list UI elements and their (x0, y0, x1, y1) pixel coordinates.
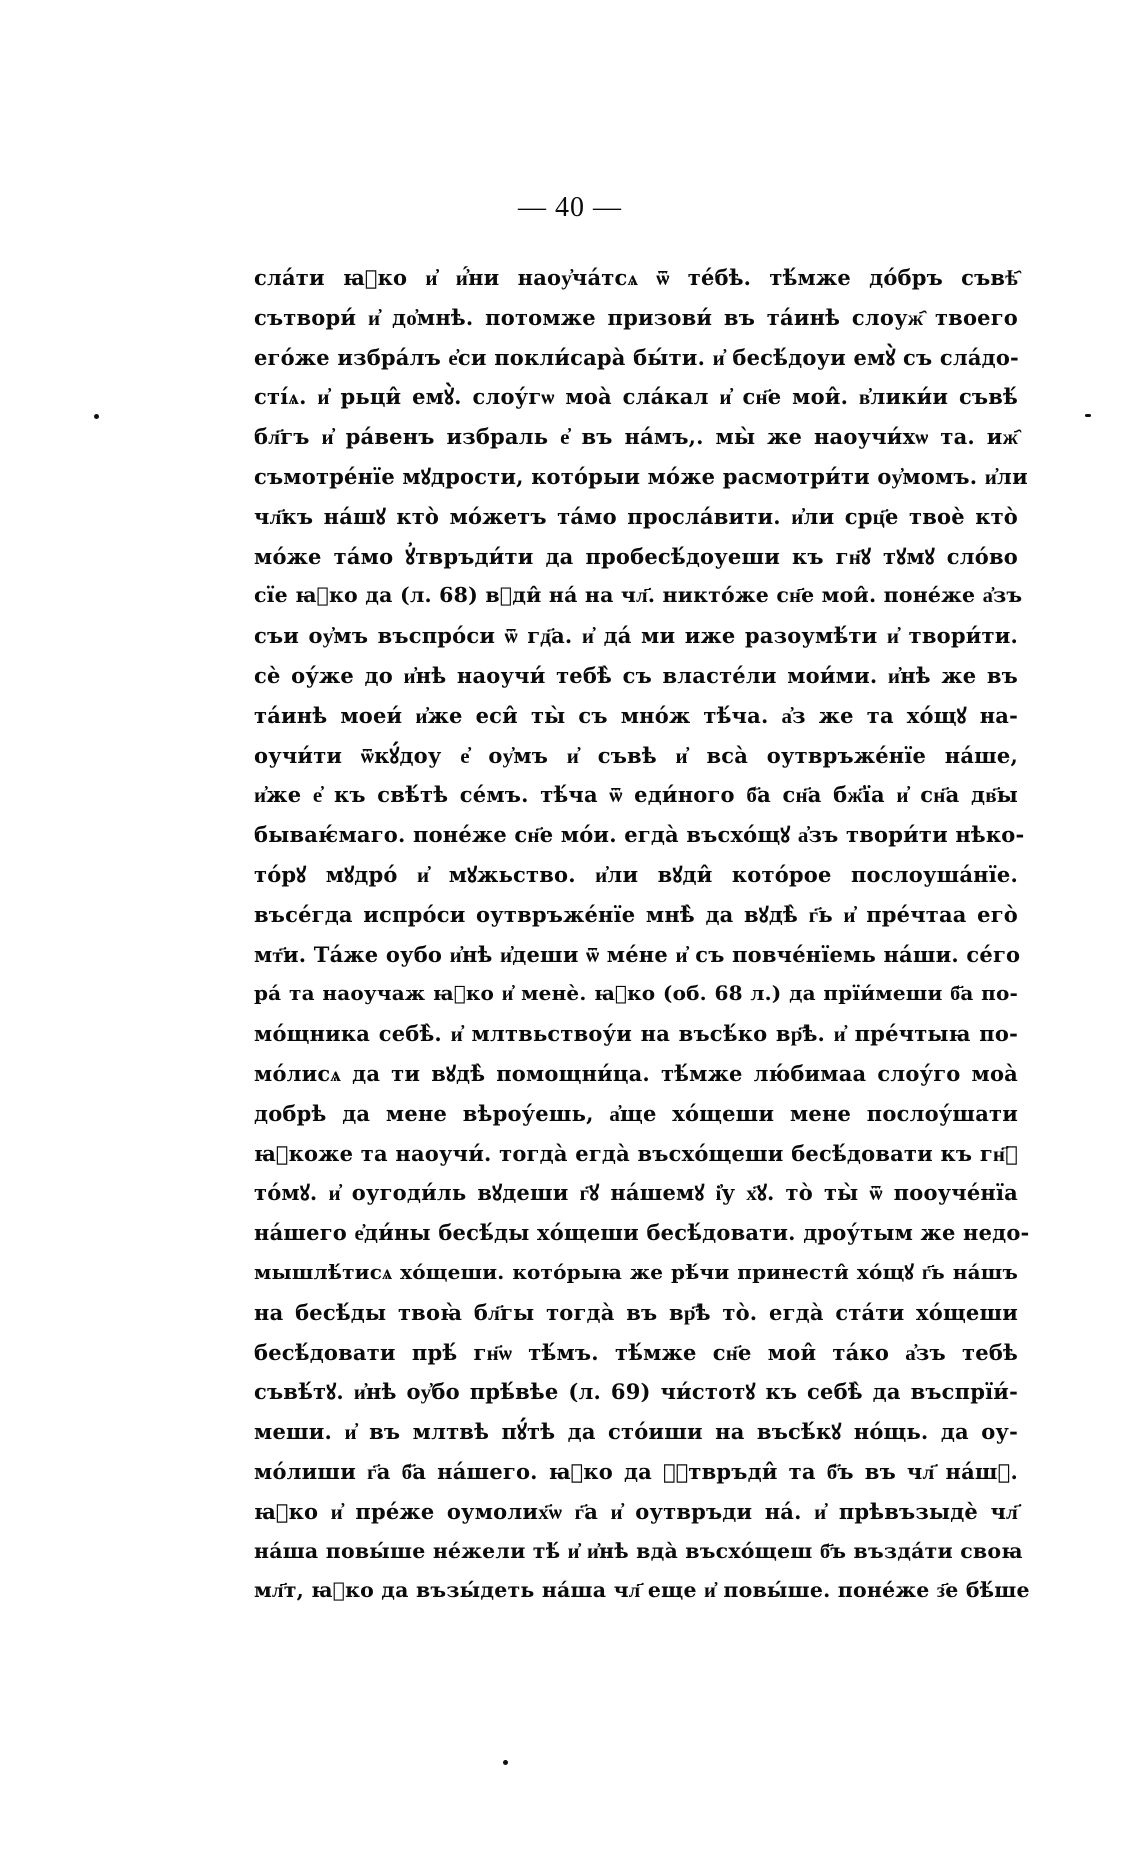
text-line: то́мꙋ. и҆ оугоди́ль вꙋдеши г҃ꙋ на́шемꙋ і҆у х҃ꙋ. то̀ ты̀ ѿ пооуче́нїа (254, 1180, 1018, 1206)
text-line: мл҃т, ꙗ҆ко да възы́деть на́ша чл҃ еще и҆ повы́ше. поне́же з҃е бѣ́ше (254, 1578, 1030, 1603)
text-line: то́рꙋ мꙋдро́ и҆ мꙋжьство. и҆ли вꙋди̂ кото́рое послоуша́нїе. (254, 861, 1018, 887)
text-line: меши. и҆ въ млтвѣ пꙋ́тѣ да сто́иши на въсѣ́кꙋ но́щь. да оу- (254, 1419, 1018, 1445)
text-line: его́же избра́лъ е҆си покли́сара̀ бы́ти. и҆ бесѣ́доуи емꙋ̀ съ сла́до- (254, 344, 1019, 370)
ink-speck (94, 414, 99, 419)
text-line: въсе́гда испро́си оутвръже́нїе мнѣ̀ да вꙋдѣ̀ г҃ь и҆ пре́чтаа его̀ (254, 901, 1018, 927)
text-line: съмотре́нїе мꙋдрости, кото́рыи мо́же расмотри́ти оу҆момъ. и҆ли (254, 463, 1028, 489)
text-line: бываѥ́маго. поне́же сн҃е мо́и. егда̀ въсхо́щꙋ а҆зъ твори́ти нѣко- (254, 822, 1025, 848)
text-line: на бесѣ́ды твоꙗ̀ бл҃гы тогда̀ въ вр҃ѣ то̀. егда̀ ста́ти хо́щеши (254, 1299, 1018, 1325)
page-number: — 40 — (518, 192, 622, 223)
text-line: на́шего е҆ди́ны бесѣ́ды хо́щеши бесѣ́довати. дроу́тым же недо- (254, 1220, 1030, 1246)
text-line: бл҃гъ и҆ ра́венъ избраль е҆ въ на́мъ,. мы̀ же наоучи́хѡ та. иж҄ (254, 424, 1018, 450)
text-line: на́ша повы́ше не́жели тѣ́ и҆ и҆нѣ вда̀ въсхо́щеш б҃ъ възда́ти своꙗ (254, 1538, 1023, 1563)
text-line: сла́ти ꙗ҆ко и҆ и҆́ни наоу҆ча́тсѧ ѿ те́бѣ. тѣ́мже до́бръ съвѣ҄ (254, 265, 1018, 290)
text-line: съи оу҆мъ въспро́си ѿ гд҃а. и҆ да́ ми иже разоумѣ́ти и҆ твори́ти. (254, 623, 1018, 649)
text-line: и҆же е҆ къ свѣ́тѣ се́мъ. тѣ́ча ѿ еди́ного б҃а сн҃а бж҃їа и҆ сн҃а дв҃ы (254, 782, 1018, 808)
text-line: мо́лисѧ да ти вꙋдѣ̀ помощни́ца. тѣ́мже лю́бимаа слоу́го моа̀ (254, 1060, 1018, 1086)
text-line: та́инѣ моеи́ и҆же еси̂ ты̀ съ мно́ж тѣ́ча. а҆з же та хо́щꙋ на- (254, 702, 1018, 728)
text-line: мо́лиши г҃а б҃а на́шего. ꙗ҆ко да ꙋ҆твръди̂ та б҃ъ въ чл҃ на́шꙋ. (254, 1458, 1018, 1484)
ink-speck (1085, 414, 1091, 417)
text-line: ꙗ҆коже та наоучи́. тогда̀ егда̀ въсхо́щеши бесѣ́довати къ гн҃ꙋ (254, 1140, 1018, 1166)
text-line: съвѣ́тꙋ. и҆нѣ оу҆бо прѣ́вѣе (л. 69) чи́стотꙋ къ себѣ̀ да въспрїи́- (254, 1379, 1018, 1405)
text-line: сті́ѧ. и҆ рьци̂ емꙋ̀. слоу́гѡ моа̀ сла́кал и҆ сн҃е мои̂. в҆лики́и съвѣ́ (254, 384, 1018, 410)
text-line: мо́щника себѣ̀. и҆ млтвьствоу́и на въсѣ́ко вр҃ѣ. и҆ пре́чтыꙗ по- (254, 1021, 1018, 1047)
text-line: сѐ оу́же до и҆нѣ наоучи́ тебѣ̀ съ власте́ли мои́ми. и҆нѣ же въ (254, 662, 1018, 688)
text-line: ра́ та наоучаж ꙗ҆ко и҆ менѐ. ꙗ҆ко (об. 68 л.) да прїи́меши б҃а по- (254, 981, 1018, 1006)
text-line: ꙗ҆ко и҆ пре́же оумолих҃ѡ г҃а и҆ оутвръди на́. и҆ прѣвъзыдѐ чл҃ (254, 1498, 1018, 1524)
text-line: мо́же та́мо ꙋ҆твръди́ти да пробесѣ́доуеши къ гн҃ꙋ тꙋмꙋ сло́во (254, 543, 1018, 569)
text-line: чл҃къ на́шꙋ кто̀ мо́жетъ та́мо просла́вити. и҆ли срц҃е твоѐ кто̀ (254, 503, 1018, 529)
text-line: добрѣ да мене вѣроу́ешь, а҆ще хо́щеши мене послоу́шати (254, 1100, 1018, 1126)
text-line: мт҃и. Та́же оубо и҆нѣ и҆деши ѿ ме́не и҆ съ повче́нїемь на́ши. се́го (254, 941, 1021, 967)
text-line: мышлѣ́тисѧ хо́щеши. кото́рыꙗ же рѣ́чи принести̂ хо́щꙋ г҃ь на́шъ (254, 1259, 1018, 1284)
text-line: сїе ꙗ҆ко да (л. 68) вꙋди̂ на́ на чл҃. никто́же сн҃е мои̂. поне́же а҆зъ (254, 583, 1023, 608)
body-text (254, 258, 1030, 1611)
text-line: бесѣ́довати прѣ́ гн҃ѡ тѣ́мъ. тѣ́мже сн҃е мои̂ та́ко а҆зъ тебѣ (254, 1339, 1018, 1365)
text-line: оучи́ти ѿкꙋ́доу е҆ оу҆мъ и҆ съвѣ и҆ вса̀ оутвръже́нїе на́ше, (254, 742, 1018, 768)
text-line: сътвори́ и҆ до҆мнѣ. потомже призови́ въ та́инѣ слоуж҄ твоего (254, 304, 1018, 330)
ink-speck (503, 1760, 508, 1765)
